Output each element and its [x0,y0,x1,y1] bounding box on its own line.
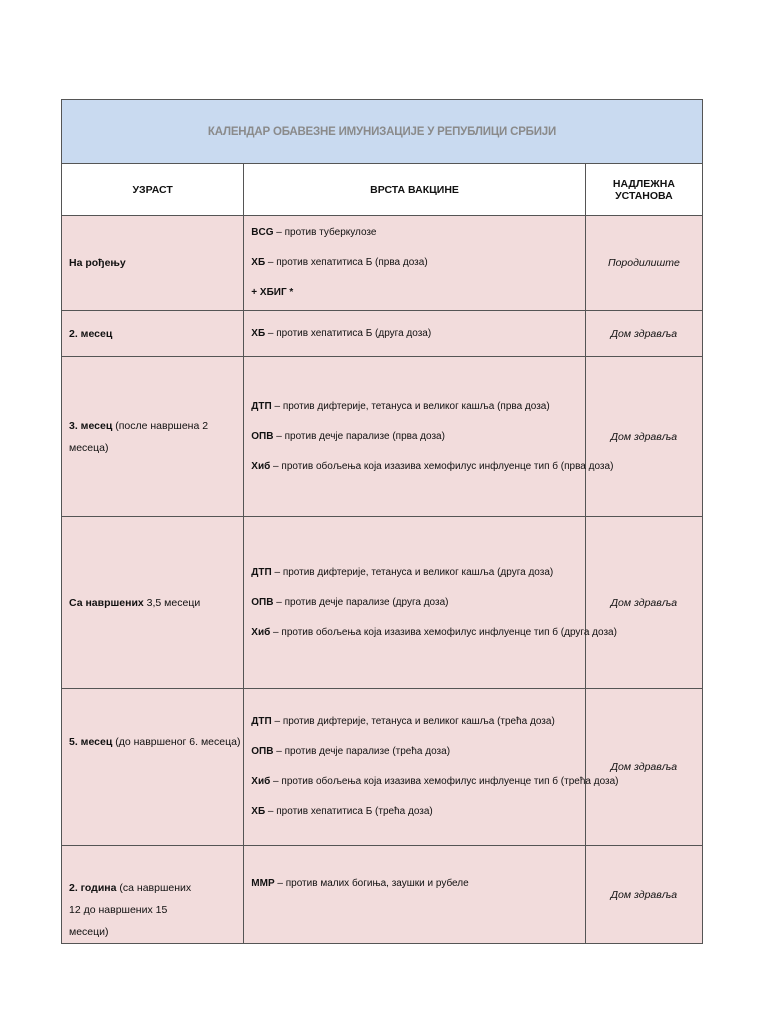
table-row [62,689,703,846]
institution-cell: Дом здравља [585,311,702,357]
institution-cell: Дом здравља [585,357,702,517]
age-cell: 3. месец (после навршена 2 месеца) [62,357,244,517]
age-cell: 5. месец (до навршеног 6. месеца) [62,689,244,846]
vaccine-line: Хиб – против обољења која изазива хемофилус инфлуенце тип б (прва доза) [251,460,614,472]
vaccine-cell [244,846,586,944]
vaccine-cell [244,517,617,689]
age-cell: На рођењу [62,216,244,311]
vaccine-line: ХБ – против хепатитиса Б (трећа доза) [251,806,433,817]
age-cell: 2. месец [62,311,244,357]
vaccine-line: ОПВ – против дечје парализе (друга доза) [251,596,449,608]
header-age: УЗРАСТ [62,164,244,216]
vaccine-line: ОПВ – против дечје парализе (трећа доза) [251,746,451,757]
table-row [62,517,703,689]
institution-cell: Дом здравља [585,517,702,689]
age-cell: 2. година (са навршених 12 до навршених 15 месеци) [62,846,244,944]
age-cell: Са навршених 3,5 месеци [62,517,244,689]
institution-cell: Породилиште [585,216,702,311]
vaccine-cell [244,216,586,311]
vaccine-line: ДТП – против дифтерије, тетануса и великог кашља (прва доза) [251,400,550,412]
header-vaccine: ВРСТА ВАКЦИНЕ [244,164,586,216]
vaccine-line: ХБ – против хепатитиса Б (прва доза) [251,257,428,268]
vaccine-cell [244,311,586,357]
vaccine-line: ДТП – против дифтерије, тетануса и великог кашља (трећа доза) [251,716,555,727]
table-row [62,216,703,311]
vaccine-cell [244,689,619,846]
table-title: КАЛЕНДАР ОБАВЕЗНЕ ИМУНИЗАЦИЈЕ У РЕПУБЛИЦИ СРБИЈИ [62,100,703,164]
vaccine-line: + ХБИГ * [251,287,294,298]
table-row [62,846,703,944]
vaccine-line: ДТП – против дифтерије, тетануса и великог кашља (друга доза) [251,566,554,578]
immunization-table [61,99,703,944]
vaccine-line: ОПВ – против дечје парализе (прва доза) [251,430,445,442]
vaccine-line: BCG – против туберкулозе [251,227,377,238]
institution-cell: Дом здравља [585,846,702,944]
institution-cell: Дом здравља [585,689,702,846]
vaccine-line: Хиб – против обољења која изазива хемофилус инфлуенце тип б (трећа доза) [251,776,619,787]
vaccine-line: ХБ – против хепатитиса Б (друга доза) [251,327,432,339]
vaccine-line: Хиб – против обољења која изазива хемофилус инфлуенце тип б (друга доза) [251,626,617,638]
table-row [62,357,703,517]
immunization-calendar [61,99,703,944]
table-row [62,311,703,357]
header-institution: НАДЛЕЖНА УСТАНОВА [585,164,702,216]
vaccine-line: ММР – против малих богиња, заушки и рубеле [251,878,469,889]
vaccine-cell [244,357,614,517]
